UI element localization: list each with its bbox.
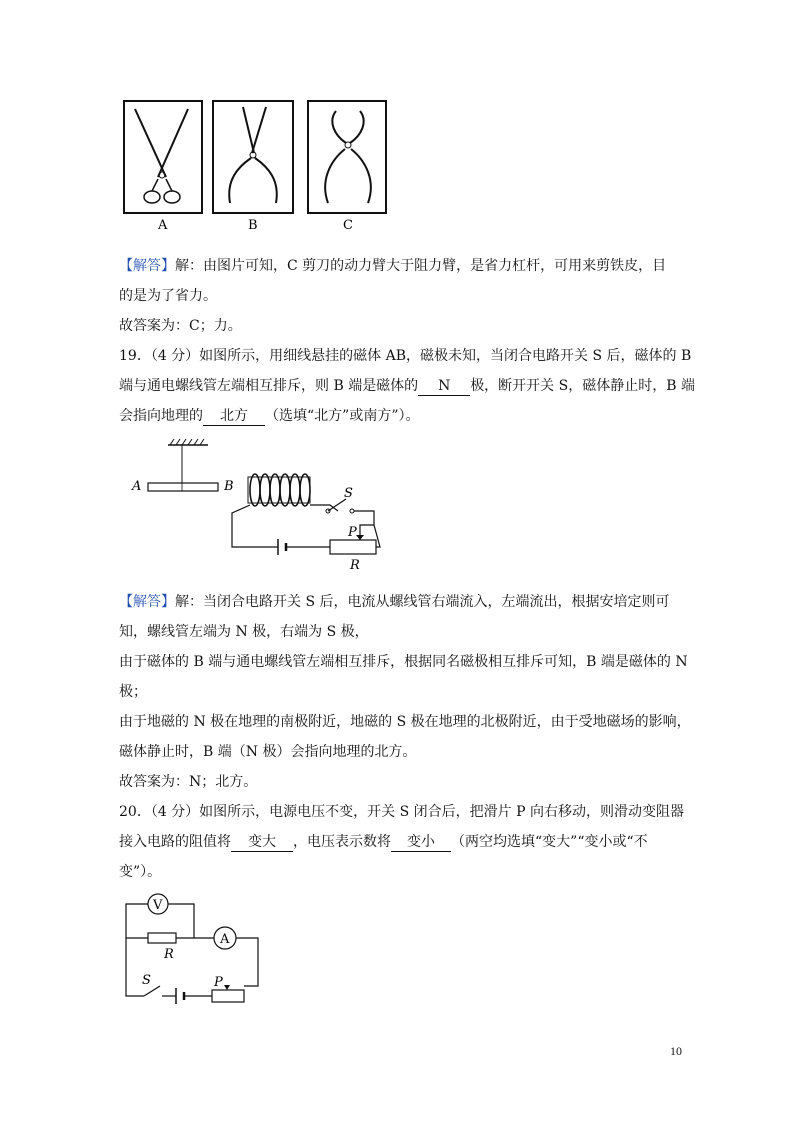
q18-answer-line2: 的是为了省力。 xyxy=(119,288,217,304)
page-number: 10 xyxy=(670,1044,682,1058)
answer-tag: 【解答】 xyxy=(119,594,175,610)
scissors-label-a: A xyxy=(158,218,168,233)
q19-answer-line2: 知，螺线管左端为 N 极，右端为 S 极， xyxy=(119,624,369,640)
q20-blank-2: 变小 xyxy=(391,833,451,852)
q20-blank-1: 变大 xyxy=(231,833,293,852)
scissors-a-figure xyxy=(124,101,202,213)
q19-circuit-figure xyxy=(120,435,390,575)
q20-question-line3: 变”）。 xyxy=(119,864,162,880)
q20-question-line2: 接入电路的阻值将 变大 ，电压表示数将 变小 （两空均选填“变大”“变小或“不 xyxy=(119,834,648,850)
q19-answer-line3: 由于磁体的 B 端与通电螺线管左端相互排斥，根据同名磁极相互排斥可知，B 端是磁体的 N xyxy=(119,654,688,670)
q18-answer-line1: 【解答】解：由图片可知，C 剪刀的动力臂大于阻力臂，是省力杠杆，可用来剪铁皮，目 xyxy=(119,258,667,274)
svg-text:R: R xyxy=(350,558,360,573)
q19-answer-line4: 极； xyxy=(119,684,147,700)
q19-question-line3: 会指向地理的 北方 （选填“北方”或南方”）。 xyxy=(119,408,420,424)
q20-circuit-figure xyxy=(118,890,268,1012)
svg-text:S: S xyxy=(344,486,353,501)
q19-blank-1: N xyxy=(418,377,470,396)
svg-text:V: V xyxy=(153,898,163,913)
q19-blank-2: 北方 xyxy=(203,407,265,426)
svg-text:S: S xyxy=(142,973,151,988)
scissors-label-b: B xyxy=(248,218,258,233)
q19-answer-line1: 【解答】解：当闭合电路开关 S 后，电流从螺线管右端流入，左端流出，根据安培定则可 xyxy=(119,594,670,610)
svg-text:P: P xyxy=(214,975,223,990)
q19-answer-line5: 由于地磁的 N 极在地理的南极附近，地磁的 S 极在地理的北极附近，由于受地磁场的影响， xyxy=(119,714,691,730)
q20-question-line1: 20．（4 分）如图所示，电源电压不变，开关 S 闭合后，把滑片 P 向右移动，则滑动变阻器 xyxy=(119,804,684,820)
scissors-label-c: C xyxy=(343,218,353,233)
q19-final-answer: 故答案为：N；北方。 xyxy=(119,774,258,790)
answer-tag: 【解答】 xyxy=(119,258,175,274)
q18-final-answer: 故答案为：C；力。 xyxy=(119,318,242,334)
svg-text:A: A xyxy=(220,932,230,947)
q19-question-line2: 端与通电螺线管左端相互排斥，则 B 端是磁体的 N 极，断开开关 S，磁体静止时，B 端 xyxy=(119,378,695,394)
svg-text:R: R xyxy=(164,947,174,962)
svg-text:P: P xyxy=(348,525,357,540)
svg-text:B: B xyxy=(224,479,234,494)
scissors-b-figure xyxy=(213,101,293,213)
scissors-figures xyxy=(118,95,388,235)
svg-text:A: A xyxy=(132,479,142,494)
scissors-c-figure xyxy=(308,101,386,213)
q19-answer-line6: 磁体静止时，B 端（N 极）会指向地理的北方。 xyxy=(119,744,417,760)
q19-question-line1: 19．（4 分）如图所示，用细线悬挂的磁体 AB，磁极未知，当闭合电路开关 S 后，磁体的 B xyxy=(119,348,692,364)
